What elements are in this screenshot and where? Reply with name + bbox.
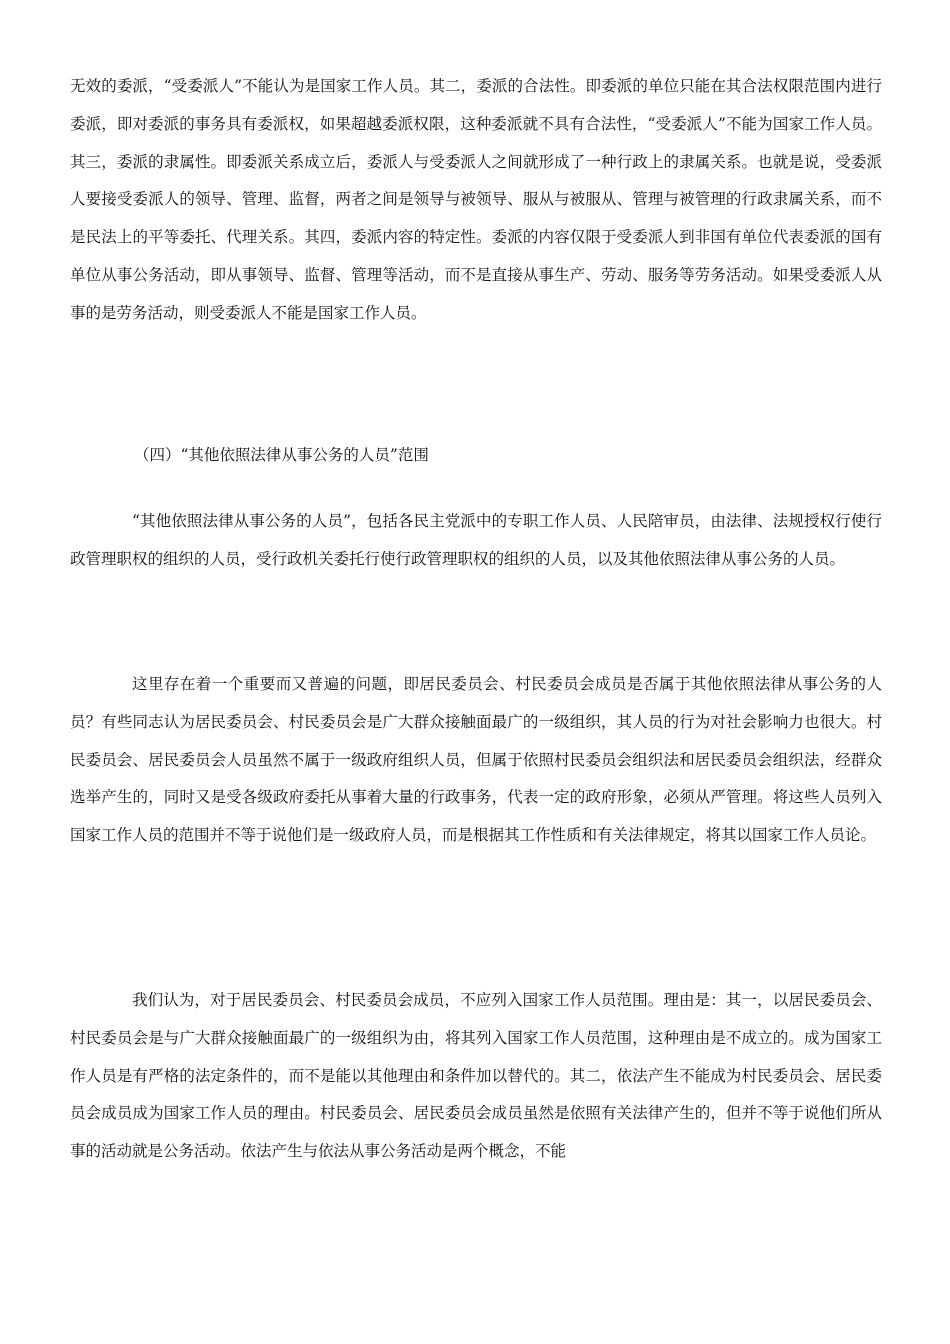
body-paragraph-opinion: 我们认为，对于居民委员会、村民委员会成员，不应列入国家工作人员范围。理由是：其一，以居民委员会、村民委员会是与广大群众接触面最广的一级组织为由，将其列入国家工作人员范围，这种理由是不成立的。成为国家工作人员是有严格的法定条件的，而不是能以其他理由和条件加以替代的。其二，依法产生不能成为村民委员会、居民委员会成员成为国家工作人员的理由。村民委员会、居民委员会成员虽然是依照有关法律产生的，但并不等于说他们所从事的活动就是公务活动。依法产生与依法从事公务活动是两个概念，不能	[70, 991, 882, 1161]
body-paragraph-continuation: 无效的委派，“受委派人”不能认为是国家工作人员。其二，委派的合法性。即委派的单位只能在其合法权限范围内进行委派，即对委派的事务具有委派权，如果超越委派权限，这种委派就不具有合法性，“受委派人”不能为国家工作人员。其三，委派的隶属性。即委派关系成立后，委派人与受委派人之间就形成了一种行政上的隶属关系。也就是说，受委派人要接受委派人的领导、管理、监督，两者之间是领导与被领导、服从与被服从、管理与被管理的行政隶属关系，而不是民法上的平等委托、代理关系。其四，委派内容的特定性。委派的内容仅限于受委派人到非国有单位代表委派的国有单位从事公务活动，即从事领导、监督、管理等活动，而不是直接从事生产、劳动、服务等劳务活动。如果受委派人从事的是劳务活动，则受委派人不能是国家工作人员。	[70, 77, 882, 322]
section-heading: （四）“其他依照法律从事公务的人员”范围	[134, 446, 429, 464]
body-paragraph-scope: “其他依照法律从事公务的人员”，包括各民主党派中的专职工作人员、人民陪审员，由法律、法规授权行使行政管理职权的组织的人员，受行政机关委托行使行政管理职权的组织的人员，以及其他依照法律从事公务的人员。	[70, 512, 882, 568]
body-paragraph-issue: 这里存在着一个重要而又普遍的问题，即居民委员会、村民委员会成员是否属于其他依照法律从事公务的人员？有些同志认为居民委员会、村民委员会是广大群众接触面最广的一级组织，其人员的行为对社会影响力也很大。村民委员会、居民委员会人员虽然不属于一级政府组织人员，但属于依照村民委员会组织法和居民委员会组织法，经群众选举产生的，同时又是受各级政府委托从事着大量的行政事务，代表一定的政府形象，必须从严管理。将这些人员列入国家工作人员的范围并不等于说他们是一级政府人员，而是根据其工作性质和有关法律规定，将其以国家工作人员论。	[70, 675, 882, 845]
